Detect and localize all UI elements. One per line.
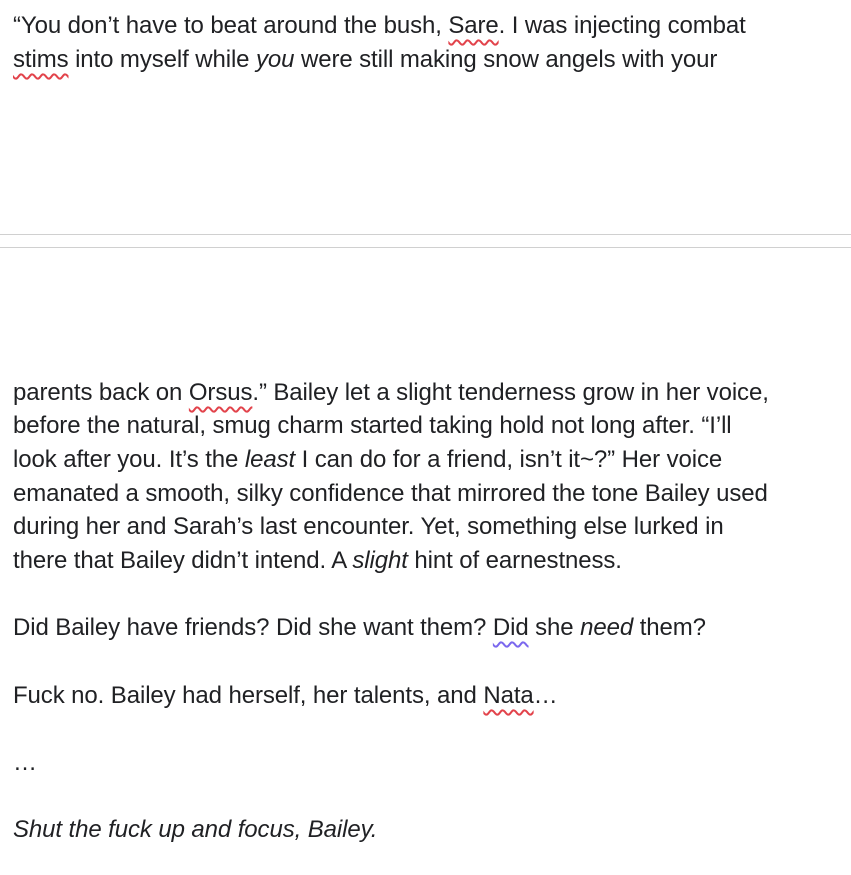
text-line[interactable]: parents back on Orsus.” Bailey let a slight tenderness grow in her voice, <box>13 379 769 406</box>
text-line[interactable]: before the natural, smug charm started taking hold not long after. “I’ll <box>13 412 732 439</box>
text-line[interactable]: “You don’t have to beat around the bush, Sare. I was injecting combat <box>13 12 746 39</box>
text-line[interactable]: Did Bailey have friends? Did she want them? Did she need them? <box>13 614 706 641</box>
spelling-error-word[interactable]: Orsus <box>188 379 253 406</box>
spelling-error-word[interactable]: stims <box>13 46 69 73</box>
text-line[interactable]: stims into myself while you were still making snow angels with your <box>13 46 718 73</box>
spelling-error-word[interactable]: Nata <box>483 682 534 709</box>
text-line[interactable]: emanated a smooth, silky confidence that mirrored the tone Bailey used <box>13 480 768 507</box>
text-line[interactable]: during her and Sarah’s last encounter. Yet, something else lurked in <box>13 513 724 540</box>
grammar-suggestion-word[interactable]: Did <box>492 614 529 641</box>
spelling-error-word[interactable]: Sare <box>448 12 499 39</box>
page-break <box>0 234 851 248</box>
text-line[interactable]: … <box>13 749 37 776</box>
text-line[interactable]: there that Bailey didn’t intend. A slight hint of earnestness. <box>13 547 622 574</box>
text-line[interactable]: Shut the fuck up and focus, Bailey. <box>13 816 378 843</box>
text-line[interactable]: Fuck no. Bailey had herself, her talents, and Nata… <box>13 682 558 709</box>
text-line[interactable]: look after you. It’s the least I can do for a friend, isn’t it~?” Her voice <box>13 446 723 473</box>
